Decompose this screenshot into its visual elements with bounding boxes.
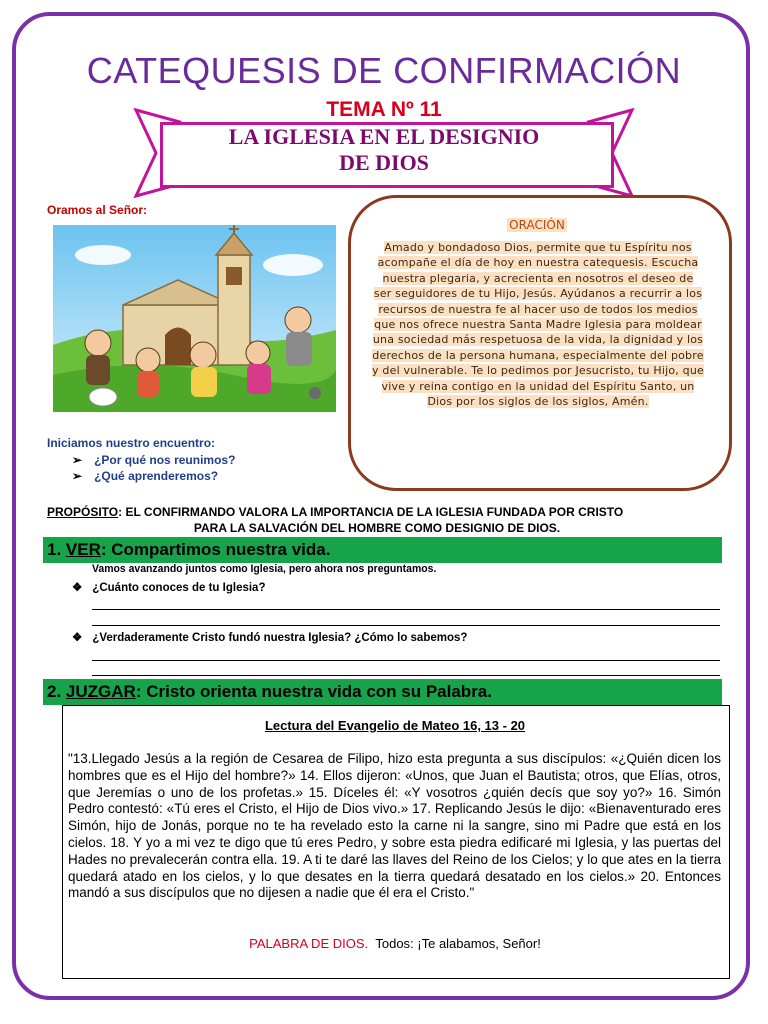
oracion-title [348, 218, 726, 232]
palabra-line [62, 936, 728, 951]
topic-title [160, 124, 608, 176]
answer-line[interactable] [92, 675, 720, 676]
topic-title-line2: DE DIOS [339, 150, 429, 175]
ver-heading [47, 540, 330, 560]
juzgar-number: 2. [47, 682, 62, 701]
church-illustration [53, 225, 336, 412]
ver-keyword: VER [65, 540, 101, 559]
juzgar-rest: : Cristo orienta nuestra vida con su Palabra. [135, 682, 492, 701]
proposito-line1: : EL CONFIRMANDO VALORA LA IMPORTANCIA DE LA IGLESIA FUNDADA POR CRISTO [118, 505, 624, 519]
question-1: ❖ ¿Cuánto conoces de tu Iglesia? [72, 580, 265, 594]
oramos-label: Oramos al Señor: [47, 203, 148, 217]
answer-line[interactable] [92, 609, 720, 610]
proposito-label: PROPÓSITO [47, 505, 119, 519]
question-2: ❖ ¿Verdaderamente Cristo fundó nuestra Iglesia? ¿Cómo lo sabemos? [72, 630, 467, 644]
tema-number: TEMA Nº 11 [326, 98, 442, 121]
lectura-title: Lectura del Evangelio de Mateo 16, 13 - 20 [264, 718, 526, 733]
page-title: CATEQUESIS DE CONFIRMACIÓN [86, 50, 682, 91]
juzgar-heading [47, 682, 492, 702]
iniciamos-label: Iniciamos nuestro encuentro: [47, 436, 216, 450]
oracion-title-text: ORACIÓN [509, 218, 565, 232]
answer-line[interactable] [92, 625, 720, 626]
oracion-text-content: Amado y bondadoso Dios, permite que tu Espíritu nos acompañe el día de hoy en nuestra catequesis. Escucha nuestra plegaria, y acrecienta en nosotros el deseo de ser seguidores de tu Hijo, Jesús. Ayúdanos a recurrir a los recursos de nuestra fe al hacer uso de todos los medios que nos ofrece nuestra Santa Madre Iglesia para moldear una sociedad más respetuosa de la vida, la dignidad y los derechos de la persona humana, especialmente del pobre y del vulnerable. Te lo pedimos por Jesucristo, tu Hijo, que vive y reina contigo en la unidad del Espíritu Santo, un Dios por los siglos de los siglos, Amén. [372, 241, 704, 409]
palabra-de-dios: PALABRA DE DIOS. [249, 936, 369, 951]
iniciamos-list [72, 452, 235, 484]
juzgar-keyword: JUZGAR [65, 682, 136, 701]
list-item: ➢ ¿Por qué nos reunimos? [72, 452, 235, 468]
list-item: ➢ ¿Qué aprenderemos? [72, 468, 235, 484]
palabra-response: Todos: ¡Te alabamos, Señor! [375, 936, 541, 951]
ver-rest: : Compartimos nuestra vida. [100, 540, 331, 559]
proposito-line2: PARA LA SALVACIÓN DEL HOMBRE COMO DESIGNIO DE DIOS. [193, 521, 561, 535]
proposito [47, 504, 697, 536]
lectura-text: "13.Llegado Jesús a la región de Cesarea de Filipo, hizo esta pregunta a sus discípulos: «¿Quién dicen los hombres que es el Hijo del hombre?» 14. Ellos dijeron: «Unos, que Juan el Bautista; otros, que Elías, otros, que Jeremías o uno de los profetas.» 15. Díceles él: «Y vosotros ¿quién decís que soy yo?» 16. Simón Pedro contestó: «Tú eres el Cristo, el Hijo de Dios vivo.» 17. Replicando Jesús le dijo: «Bienaventurado eres Simón, hijo de Jonás, porque no te ha revelado esto la carne ni la sangre, sino mi Padre que está en los cielos. 18. Y yo a mi vez te digo que tú eres Pedro, y sobre esta piedra edificaré mi Iglesia, y las puertas del Hades no prevalecerán contra ella. 19. A ti te daré las llaves del Reino de los Cielos; y lo que ates en la tierra quedará atado en los cielos, y lo que desates en la tierra quedará desatado en los cielos.» 20. Entonces mandó a sus discípulos que no dijesen a nadie que él era el Cristo." [68, 751, 721, 901]
answer-line[interactable] [92, 660, 720, 661]
ver-intro: Vamos avanzando juntos como Iglesia, pero ahora nos preguntamos. [92, 563, 437, 575]
topic-title-line1: LA IGLESIA EN EL DESIGNIO [228, 124, 540, 149]
ver-number: 1. [47, 540, 62, 559]
oracion-text [372, 240, 704, 409]
